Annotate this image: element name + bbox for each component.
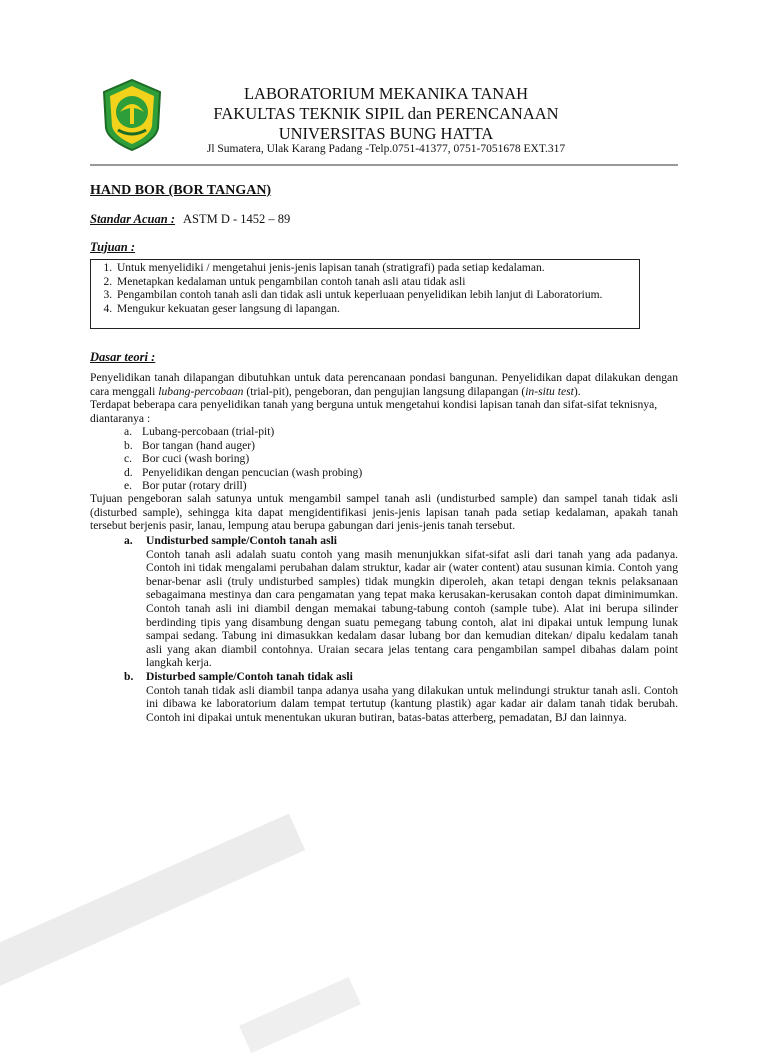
tujuan-item: 4. Mengukur kekuatan geser langsung di lapangan. [115,303,639,317]
tujuan-box [90,259,640,329]
method-item [124,479,524,493]
method-item [124,452,524,466]
methods-list [124,425,524,493]
p1-italic: lubang-percobaan [158,384,244,398]
p1-italic-2: in-situ test [525,384,574,398]
sub-b-heading: Disturbed sample/Contoh tanah tidak asli [146,670,353,683]
standard-label: Standar Acuan : [90,212,175,226]
dasar-paragraph-1 [90,371,678,425]
university-logo [100,78,164,152]
dasar-paragraph-2: Tujuan pengeboran salah satunya untuk mengambil sampel tanah asli (undisturbed sample) dan sampel tanah tidak asli (disturbed sample), sehingga kita dapat mengidentifikasi jenis-jenis lapisan tanah pada setiap kedalaman, apakah tanah tersebut berjenis pasir, lanau, lempung atau berupa gabungan dari jenis-jenis tanah tersebut. [90,492,678,533]
method-text: Lubang-percobaan (trial-pit) [142,425,275,438]
watermark [0,814,305,997]
dasar-heading: Dasar teori : [90,350,156,364]
sub-b-mark: b. [124,670,134,683]
method-item [124,439,524,453]
sub-a-mark: a. [124,534,133,547]
lab-name: LABORATORIUM MEKANIKA TANAH [243,84,529,103]
standard-row [90,212,290,227]
method-mark: e. [124,479,133,492]
address: Jl Sumatera, Ulak Karang Padang -Telp.0751-41377, 0751-7051678 EXT.317 [206,143,566,155]
p1-text-b: (trial-pit), pengeboran, dan pengujian langsung dilapangan ( [243,384,526,398]
subsection-undisturbed [124,534,678,670]
sub-a-heading: Undisturbed sample/Contoh tanah asli [146,534,338,547]
tujuan-heading: Tujuan : [90,240,136,254]
tujuan-item: 2. Menetapkan kedalaman untuk pengambilan contoh tanah asli atau tidak asli [115,276,639,290]
header-rule [90,164,678,166]
method-mark: b. [124,438,133,452]
method-mark: c. [124,452,133,465]
method-text: Penyelidikan dengan pencucian (wash probing) [142,465,363,479]
p1-text-c: ). [573,384,581,398]
method-item [124,425,524,439]
method-item [124,466,524,480]
tujuan-item: 3. Pengambilan contoh tanah asli dan tidak asli untuk keperluaan penyelidikan lebih lanjut di Laboratorium. [115,289,639,303]
university-name: UNIVERSITAS BUNG HATTA [278,124,494,143]
faculty-name: FAKULTAS TEKNIK SIPIL dan PERENCANAAN [213,104,559,123]
p1-text-a: Penyelidikan tanah dilapangan dibutuhkan untuk data perencanaan pondasi bangunan. Penyelidikan dapat dilakukan dengan cara menggali [90,371,678,398]
method-text: Bor cuci (wash boring) [142,452,250,465]
method-text: Bor putar (rotary drill) [142,479,247,492]
method-mark: d. [124,465,133,479]
page-title: HAND BOR (BOR TANGAN) [90,183,272,198]
method-mark: a. [124,425,133,438]
watermark [239,977,361,1053]
standard-value: ASTM D - 1452 – 89 [182,212,291,226]
sub-a-text: Contoh tanah asli adalah suatu contoh yang masih menunjukkan sifat-sifat asli dari tanah yang ada padanya. Contoh ini tidak mengalami perubahan dalam struktur, kadar air (water content) atau susunan kimia. Contoh yang benar-benar asli (truly undisturbed samples) tidak mungkin diperoleh, akan tetapi dengan teknis pelaksanaan sebagaimana mestinya dan cara pengamatan yang tepat maka kerusakan-kerusakan contoh dapat diminimumkan. Contoh tanah asli ini diambil dengan memakai tabung-tabung contoh (sample tube). Alat ini berupa silinder berdinding tipis yang disambung dengan suatu pemegang tabung contoh, alat ini dipakai untuk lempung lunak sampai sedang. Tabung ini dimasukkan kedalam dasar lubang bor dan kemudian ditekan/ dipalu kedalam tanah asli yang akan diambil contohnya. Uraian secara jelas tentang cara pengambilan sampel dibahas dalam point langkah kerja. [146,547,678,670]
tujuan-item: 1. Untuk menyelidiki / mengetahui jenis-jenis lapisan tanah (stratigrafi) pada setiap kedalaman. [115,262,639,276]
subsection-disturbed [124,670,678,724]
p1-text-2: Terdapat beberapa cara penyelidikan tanah yang berguna untuk mengetahui kondisi lapisan tanah dan sifat-sifat teknisnya, diantaranya : [90,398,658,425]
sub-b-text: Contoh tanah tidak asli diambil tanpa adanya usaha yang dilakukan untuk melindungi struktur tanah asli. Contoh ini dibawa ke laboratorium dalam tempat tertutup (kantung plastik) agar kadar air dalam tanah tidak berubah. Contoh ini dipakai untuk menentukan ukuran butiran, batas-batas atterberg, pemadatan, BJ dan lainnya. [146,683,678,724]
method-text: Bor tangan (hand auger) [142,438,255,452]
